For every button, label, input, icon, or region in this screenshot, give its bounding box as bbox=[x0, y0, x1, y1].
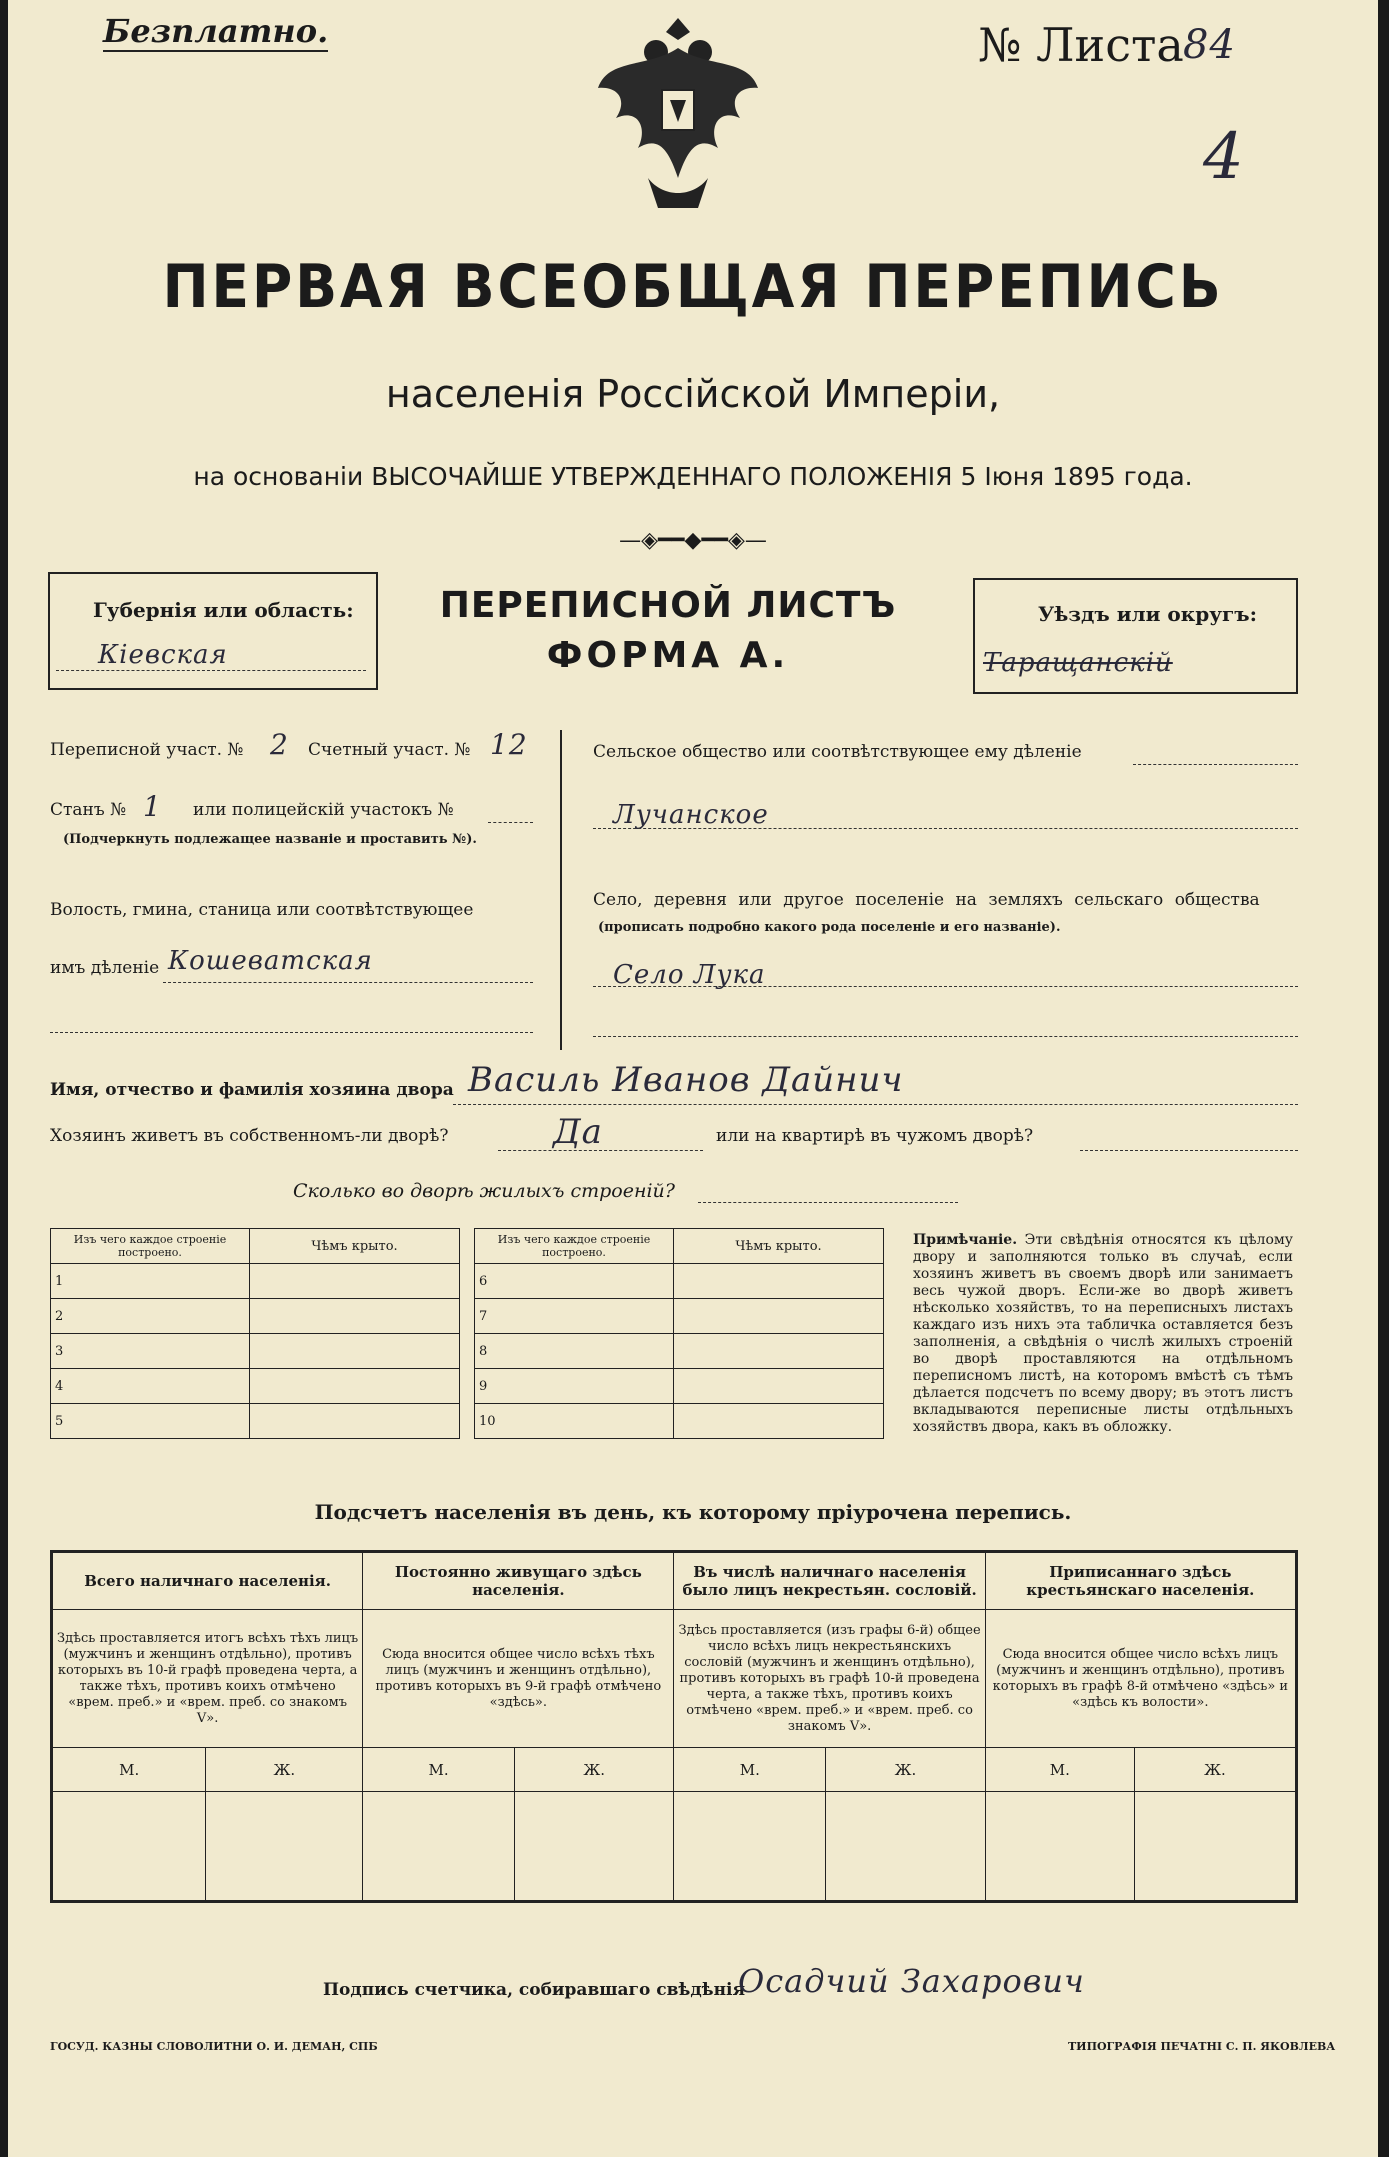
male-header: М. bbox=[52, 1748, 206, 1792]
pop-col-desc: Сюда вносится общее число всѣхъ тѣхъ лицъ (мужчинъ и женщинъ отдѣльно), противъ которыхъ въ 9-й графѣ отмѣчено «здѣсь». bbox=[363, 1610, 674, 1748]
sheet-number-label: № Листа bbox=[978, 18, 1184, 72]
ornament-divider: —◈━━◆━━◈— bbox=[619, 528, 767, 553]
gubernia-value: Кіевская bbox=[98, 640, 228, 670]
obshchestvo-label: Сельское общество или соотвѣтствующее ему дѣленіе bbox=[593, 742, 1082, 762]
buildings-table-right bbox=[474, 1228, 884, 1439]
selo-value: Село Лука bbox=[613, 960, 766, 990]
own-yard-label: Хозяинъ живетъ въ собственномъ-ли дворѣ? bbox=[50, 1126, 449, 1146]
male-header: М. bbox=[363, 1748, 515, 1792]
pop-col-title: Постоянно живущаго здѣсь населенія. bbox=[363, 1552, 674, 1610]
buildings-table-left bbox=[50, 1228, 460, 1439]
population-table bbox=[50, 1550, 1298, 1903]
underline-note: (Подчеркнуть подлежащее названіе и проставить №). bbox=[63, 832, 477, 847]
footer-right: ТИПОГРАФІЯ ПЕЧАТНІ С. П. ЯКОВЛЕВА bbox=[1068, 2040, 1336, 2053]
police-label: или полицейскій участокъ № bbox=[193, 800, 454, 820]
female-header: Ж. bbox=[826, 1748, 985, 1792]
uezd-value: Таращанскій bbox=[983, 648, 1173, 678]
population-heading: Подсчетъ населенія въ день, къ которому пріурочена перепись. bbox=[314, 1500, 1072, 1524]
buildings-note bbox=[913, 1232, 1293, 1436]
buildings-question: Сколько во дворѣ жилыхъ строеній? bbox=[293, 1180, 675, 1202]
col-material: Изъ чего каждое строеніе построено. bbox=[51, 1229, 250, 1264]
rent-label: или на квартирѣ въ чужомъ дворѣ? bbox=[716, 1126, 1034, 1146]
col-roof: Чѣмъ крыто. bbox=[250, 1229, 460, 1264]
building-row: 1 bbox=[51, 1264, 250, 1299]
uchast-value: 2 bbox=[270, 728, 289, 761]
building-row: 3 bbox=[51, 1334, 250, 1369]
subtitle: населенія Россійской Имперіи, bbox=[385, 372, 1001, 416]
pop-col-title: Въ числѣ наличнаго населенія было лицъ некрестьян. сословій. bbox=[674, 1552, 985, 1610]
building-row: 7 bbox=[475, 1299, 674, 1334]
selo-label: Село, деревня или другое поселеніе на земляхъ сельскаго общества bbox=[593, 890, 1260, 910]
schet-value: 12 bbox=[490, 728, 528, 761]
col-material: Изъ чего каждое строеніе построено. bbox=[475, 1229, 674, 1264]
volost-label: Волость, гмина, станица или соотвѣтствующее bbox=[50, 900, 474, 920]
gubernia-label: Губернія или область: bbox=[93, 598, 354, 622]
free-label: Безплатно. bbox=[103, 12, 329, 50]
note-text: Эти свѣдѣнія относятся къ цѣлому двору и заполняются только въ случаѣ, если хозяинъ живетъ въ своемъ дворѣ или занимаетъ весь чужой дворъ. Если-же во дворѣ живетъ нѣсколько хозяйствъ, то на переписныхъ листахъ каждаго изъ нихъ эта табличка оставляется безъ заполненія, а свѣдѣнія о числѣ жилыхъ строеній во дворѣ проставляются на отдѣльномъ переписномъ листѣ, на которомъ вмѣстѣ съ тѣмъ дѣлается подсчетъ по всему двору; въ этотъ листъ вкладываются переписные листы отдѣльныхъ хозяйствъ двора, какъ въ обложку. bbox=[913, 1232, 1293, 1435]
building-row: 4 bbox=[51, 1369, 250, 1404]
building-row: 6 bbox=[475, 1264, 674, 1299]
footer-left: ГОСУД. КАЗНЫ СЛОВОЛИТНИ О. И. ДЕМАН, СПБ bbox=[50, 2040, 378, 2053]
form-subtitle: ФОРМА А. bbox=[546, 635, 790, 676]
owner-value: Василь Иванов Дайнич bbox=[468, 1060, 904, 1100]
pop-col-title: Приписаннаго здѣсь крестьянскаго населенія. bbox=[985, 1552, 1296, 1610]
female-header: Ж. bbox=[1134, 1748, 1296, 1792]
owner-label: Имя, отчество и фамилія хозяина двора bbox=[50, 1080, 454, 1100]
pop-col-desc: Здѣсь проставляется итогъ всѣхъ тѣхъ лицъ (мужчинъ и женщинъ отдѣльно), противъ которыхъ въ 10-й графѣ проведена черта, а также тѣхъ, противъ коихъ отмѣчено «врем. преб.» и «врем. преб. со знакомъ V». bbox=[52, 1610, 363, 1748]
own-yard-value: Да bbox=[553, 1112, 603, 1152]
form-title: ПЕРЕПИСНОЙ ЛИСТЪ bbox=[439, 585, 897, 626]
obshchestvo-value: Лучанское bbox=[613, 800, 769, 830]
pop-col-title: Всего наличнаго населенія. bbox=[52, 1552, 363, 1610]
corner-mark: 4 bbox=[1203, 120, 1245, 194]
col-roof: Чѣмъ крыто. bbox=[674, 1229, 884, 1264]
building-row: 9 bbox=[475, 1369, 674, 1404]
main-title: ПЕРВАЯ ВСЕОБЩАЯ ПЕРЕПИСЬ bbox=[162, 252, 1224, 322]
signature-label: Подпись счетчика, собиравшаго свѣдѣнія bbox=[323, 1980, 746, 2000]
uezd-label: Уѣздъ или округъ: bbox=[1038, 602, 1257, 626]
pop-col-desc: Здѣсь проставляется (изъ графы 6-й) общее число всѣхъ лицъ некрестьянскихъ сословій (мужчинъ и женщинъ отдѣльно), противъ которыхъ въ графѣ 10-й проведена черта, а также тѣхъ, противъ коихъ отмѣчено «врем. преб.» и «врем. преб. со знакомъ V». bbox=[674, 1610, 985, 1748]
uchast-label: Переписной участ. № bbox=[50, 740, 244, 760]
stan-value: 1 bbox=[143, 790, 162, 823]
female-header: Ж. bbox=[514, 1748, 673, 1792]
volost-value: Кошеватская bbox=[168, 946, 373, 976]
building-row: 10 bbox=[475, 1404, 674, 1439]
selo-note: (прописать подробно какого рода поселеніе и его названіе). bbox=[598, 920, 1061, 935]
census-sheet bbox=[8, 0, 1378, 2157]
stan-label: Станъ № bbox=[50, 800, 127, 820]
sheet-number-value: 84 bbox=[1183, 22, 1236, 68]
pop-col-desc: Сюда вносится общее число всѣхъ лицъ (мужчинъ и женщинъ отдѣльно), противъ которыхъ въ графѣ 8-й отмѣчено «здѣсь» и «здѣсь къ волости». bbox=[985, 1610, 1296, 1748]
building-row: 5 bbox=[51, 1404, 250, 1439]
schet-label: Счетный участ. № bbox=[308, 740, 471, 760]
signature-value: Осадчий Захарович bbox=[738, 1962, 1085, 2000]
legal-basis: на основаніи ВЫСОЧАЙШЕ УТВЕРЖДЕННАГО ПОЛОЖЕНІЯ 5 Іюня 1895 года. bbox=[193, 462, 1193, 491]
volost-label-2: имъ дѣленіе bbox=[50, 958, 160, 978]
female-header: Ж. bbox=[206, 1748, 363, 1792]
male-header: М. bbox=[985, 1748, 1134, 1792]
building-row: 8 bbox=[475, 1334, 674, 1369]
building-row: 2 bbox=[51, 1299, 250, 1334]
male-header: М. bbox=[674, 1748, 826, 1792]
imperial-eagle-emblem bbox=[588, 8, 768, 218]
note-heading: Примѣчаніе. bbox=[913, 1232, 1018, 1248]
